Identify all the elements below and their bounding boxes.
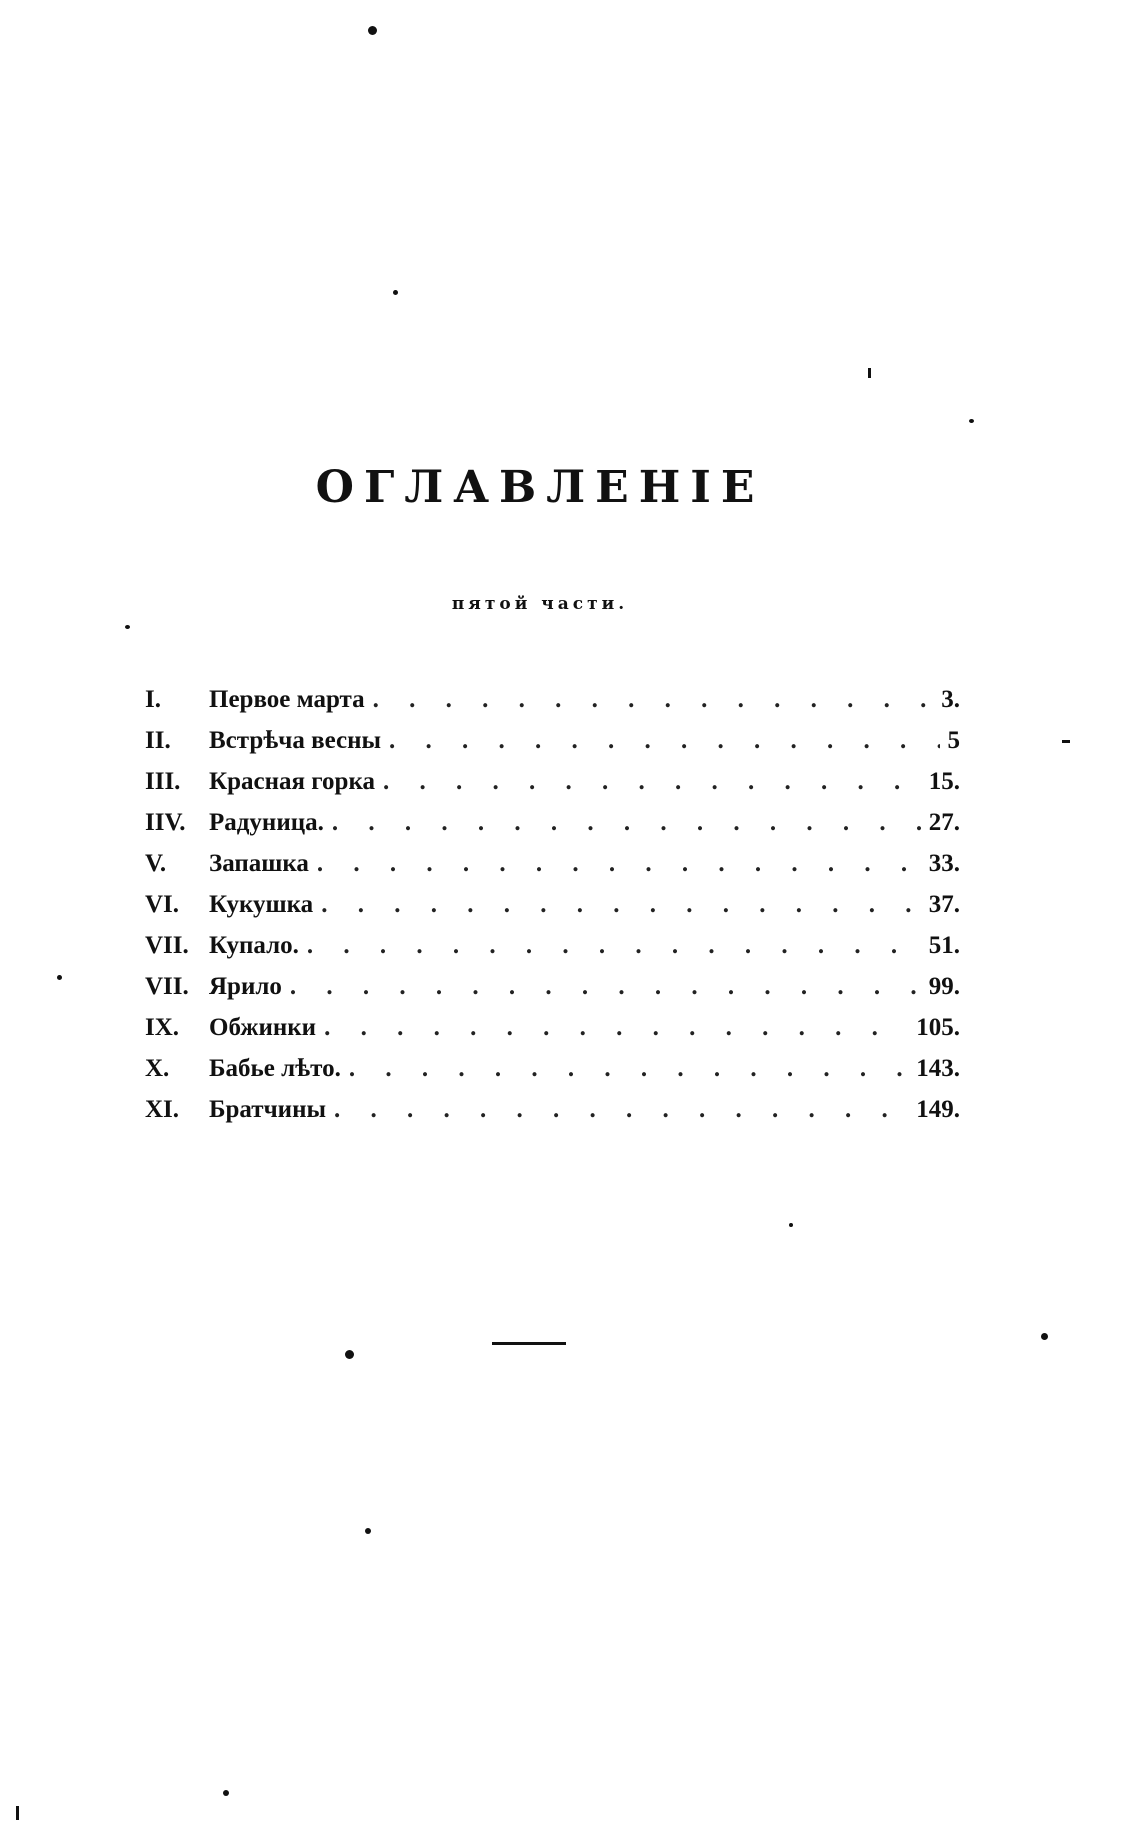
toc-entry [145,727,960,768]
toc-entry-number: VII. [145,932,189,959]
toc-entry-title: Братчины [209,1096,326,1123]
toc-entry-number: VII. [145,973,189,1000]
scan-speck [365,1528,371,1534]
scan-speck [16,1806,19,1820]
toc-entry [145,932,960,973]
toc-entry-title: Встрѣча весны [209,727,382,754]
toc-entry-page: 149. [916,1096,960,1123]
scan-speck [345,1350,354,1359]
toc-entry-number: V. [145,850,167,877]
dot-leader [321,891,921,919]
toc-entry-page: 27. [928,809,960,836]
toc-entry-number: IX. [145,1014,180,1041]
dot-leader [290,973,921,1001]
toc-entry [145,891,960,932]
toc-entry-title: Первое марта [209,686,365,713]
table-of-contents [145,686,960,1137]
toc-entry [145,1055,960,1096]
toc-entry-title: Запашка [209,850,309,877]
dot-leader [334,1096,908,1124]
toc-entry-title: Радуница. [209,809,324,836]
toc-entry-number: XI. [145,1096,180,1123]
page-title: ОГЛАВЛЕНІЕ [315,462,765,513]
dot-leader [317,850,921,878]
toc-entry-page: 143. [916,1055,960,1082]
scan-speck [868,368,871,378]
dot-leader [373,686,934,714]
toc-entry-title: Ярило [209,973,282,1000]
scan-speck [368,26,377,35]
toc-entry-number: IIV. [145,809,186,836]
dot-leader [389,727,939,755]
scan-speck [1062,740,1070,743]
toc-entry-title: Красная горка [209,768,375,795]
toc-entry [145,1014,960,1055]
toc-entry-title: Обжинки [209,1014,317,1041]
dot-leader [349,1055,908,1083]
dot-leader [307,932,921,960]
toc-entry-page: 99. [928,973,960,1000]
toc-entry-number: II. [145,727,171,754]
toc-entry [145,809,960,850]
toc-entry-page: 105. [916,1014,960,1041]
page-subtitle: пятой части. [451,594,629,614]
toc-entry-page: 33. [928,850,960,877]
scan-speck [393,290,398,295]
toc-entry [145,686,960,727]
closing-rule [492,1342,566,1345]
dot-leader [383,768,921,796]
toc-entry-number: III. [145,768,181,795]
toc-entry-title: Купало. [209,932,299,959]
toc-entry-number: VI. [145,891,180,918]
toc-entry-page: 37. [928,891,960,918]
scan-speck [57,975,62,980]
dot-leader [324,1014,908,1042]
toc-entry-title: Кукушка [209,891,314,918]
dot-leader [332,809,921,837]
scan-speck [969,419,974,423]
toc-entry [145,850,960,891]
toc-entry-page: 15. [928,768,960,795]
scan-speck [1041,1333,1048,1340]
toc-entry [145,1096,960,1137]
toc-entry-number: I. [145,686,161,713]
toc-entry-page: 3. [941,686,960,713]
toc-entry-page: 51. [928,932,960,959]
toc-entry-title: Бабье лѣто. [209,1055,341,1082]
toc-entry [145,768,960,809]
toc-entry-number: X. [145,1055,170,1082]
toc-entry [145,973,960,1014]
scan-speck [125,625,130,629]
scan-speck [789,1223,793,1227]
toc-entry-page: 5 [947,727,960,754]
scan-speck [223,1790,229,1796]
